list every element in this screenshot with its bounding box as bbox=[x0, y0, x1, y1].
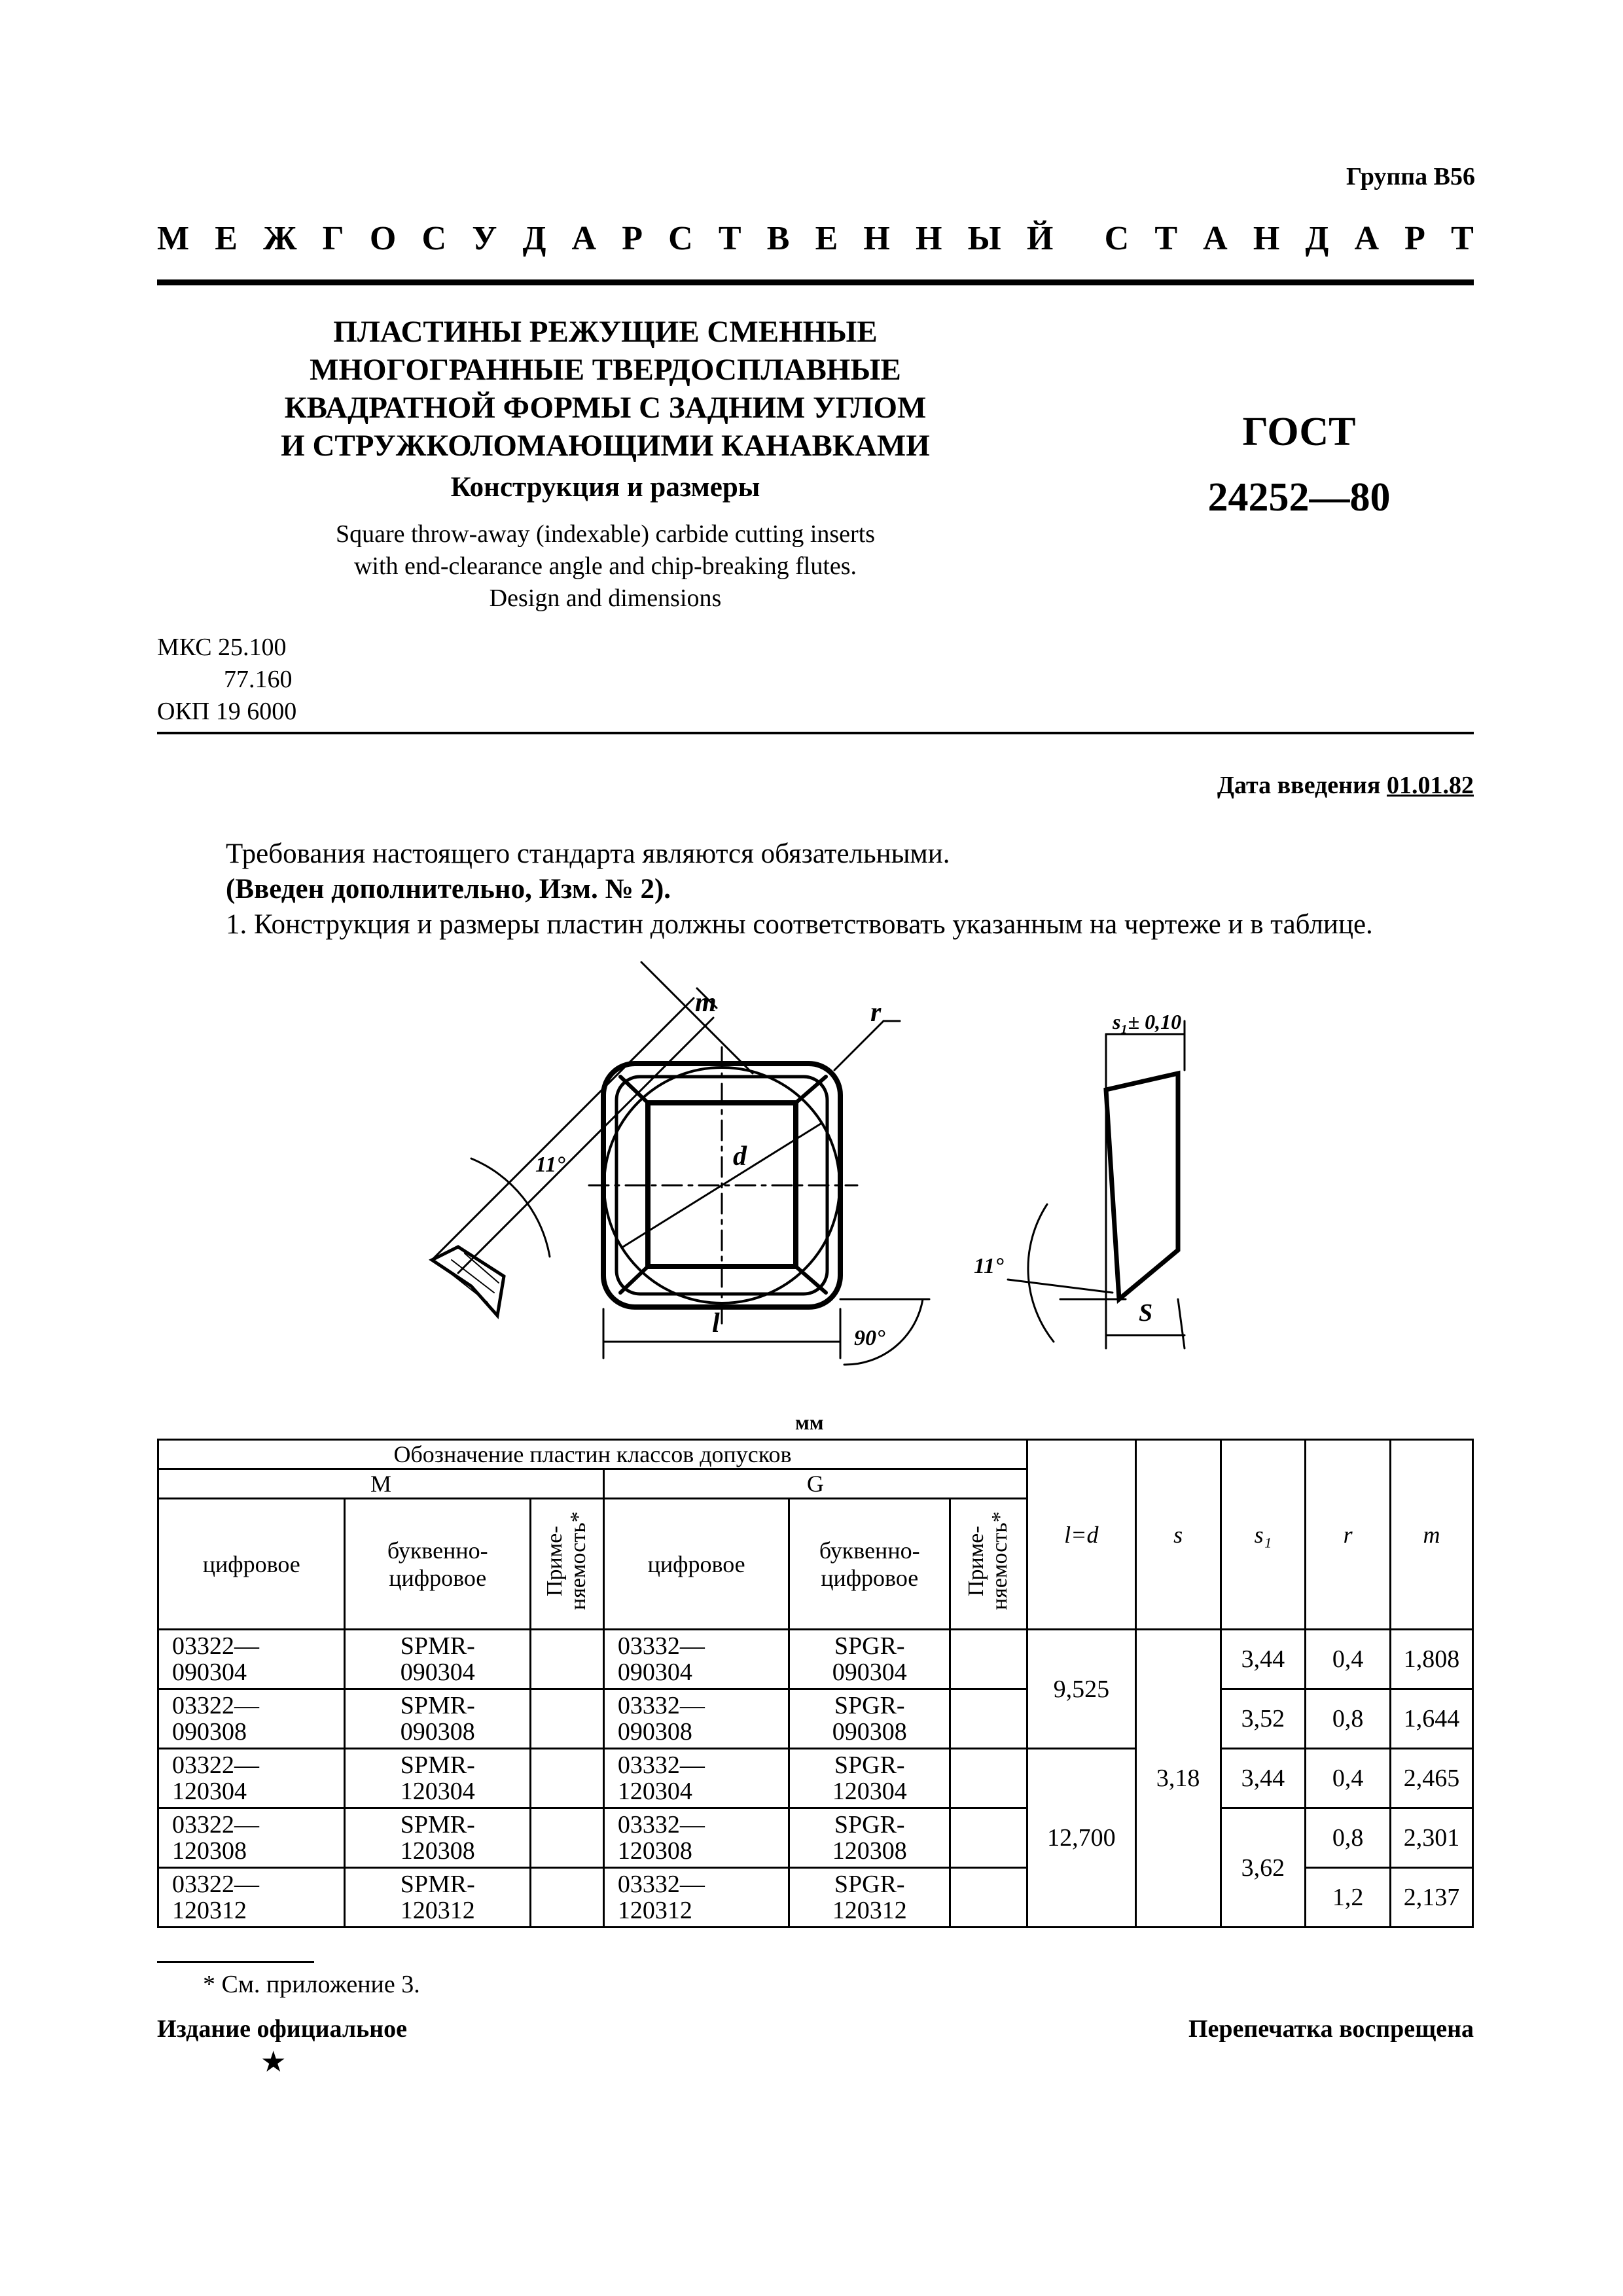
cell-g-alnum: SPGR- 120304 bbox=[789, 1749, 950, 1808]
codes-rule bbox=[157, 732, 1474, 734]
d-label: d bbox=[733, 1141, 747, 1172]
amendment-note: (Введен дополнительно, Изм. № 2). bbox=[226, 874, 671, 905]
cell-ld: 9,525 bbox=[1027, 1630, 1135, 1749]
heading-letter: Й bbox=[1026, 220, 1054, 257]
date-label: Дата введения bbox=[1217, 772, 1381, 799]
class-m: M bbox=[158, 1469, 604, 1499]
cell-g-alnum: SPGR- 120312 bbox=[789, 1868, 950, 1928]
cell-g-applic bbox=[950, 1868, 1027, 1928]
heading-letter: С bbox=[421, 220, 447, 257]
heading-letter: С bbox=[1104, 220, 1130, 257]
table-row bbox=[158, 1808, 1473, 1868]
cell-r: 0,4 bbox=[1306, 1630, 1391, 1689]
cell-m: 2,301 bbox=[1391, 1808, 1473, 1868]
insert-outline bbox=[603, 1064, 840, 1307]
side-view bbox=[1106, 1073, 1178, 1299]
table-row bbox=[158, 1630, 1473, 1689]
col-s1: s₁ bbox=[1221, 1440, 1306, 1630]
col-digital-g: цифровое bbox=[603, 1499, 789, 1630]
mks-code-2: 77.160 bbox=[224, 666, 293, 693]
heading-letter: Т bbox=[718, 220, 741, 257]
cell-m-applic bbox=[531, 1689, 604, 1749]
document-subtitle: Конструкция и размеры bbox=[450, 472, 760, 503]
cell-m-digital: 03322— 090308 bbox=[158, 1689, 345, 1749]
cell-g-digital: 03332— 120304 bbox=[603, 1749, 789, 1808]
heading-letter: Р bbox=[1404, 220, 1425, 257]
cell-g-applic bbox=[950, 1630, 1027, 1689]
heading-letter: Т bbox=[1154, 220, 1178, 257]
footnote: * См. приложение 3. bbox=[203, 1971, 420, 1998]
angle-11-right-label: 11° bbox=[974, 1254, 1004, 1278]
gost-label: ГОСТ bbox=[1242, 410, 1356, 454]
reprint-notice: Перепечатка воспрещена bbox=[1188, 2015, 1474, 2043]
okp-code: ОКП 19 6000 bbox=[157, 698, 297, 725]
cell-g-digital: 03332— 120312 bbox=[603, 1868, 789, 1928]
angle-11-left-label: 11° bbox=[535, 1153, 565, 1177]
heading-letter: Г bbox=[322, 220, 344, 257]
cell-m: 2,465 bbox=[1391, 1749, 1473, 1808]
col-applic-m: Приме-няемость* bbox=[543, 1511, 591, 1611]
heading-letter: У bbox=[472, 220, 497, 257]
cell-m-alnum: SPMR- 120304 bbox=[345, 1749, 531, 1808]
title-line: КВАДРАТНОЙ ФОРМЫ С ЗАДНИМ УГЛОМ bbox=[284, 391, 927, 425]
inner-land bbox=[648, 1103, 796, 1266]
s-label: S bbox=[1139, 1299, 1153, 1327]
interstate-standard-heading bbox=[157, 219, 1474, 258]
title-line: ПЛАСТИНЫ РЕЖУЩИЕ СМЕННЫЕ bbox=[333, 315, 878, 349]
cell-m: 1,808 bbox=[1391, 1630, 1473, 1689]
col-r: r bbox=[1306, 1440, 1391, 1630]
unit-label: мм bbox=[795, 1410, 824, 1434]
cell-g-alnum: SPGR- 120308 bbox=[789, 1808, 950, 1868]
class-g: G bbox=[603, 1469, 1027, 1499]
heading-letter: Ы bbox=[967, 220, 1001, 257]
cell-m-digital: 03322— 120312 bbox=[158, 1868, 345, 1928]
heading-letter: А bbox=[1354, 220, 1379, 257]
title-line: И СТРУЖКОЛОМАЮЩИМИ КАНАВКАМИ bbox=[281, 429, 930, 463]
cell-m-digital: 03322— 120308 bbox=[158, 1808, 345, 1868]
insert-inner-outline bbox=[616, 1077, 827, 1294]
col-ld: l=d bbox=[1027, 1440, 1135, 1630]
body-line: Требования настоящего стандарта являются обязательными. bbox=[226, 838, 950, 869]
heading-letter: Н bbox=[1253, 220, 1280, 257]
cell-m-applic bbox=[531, 1808, 604, 1868]
cell-m-applic bbox=[531, 1630, 604, 1689]
cell-m-applic bbox=[531, 1868, 604, 1928]
cell-g-alnum: SPGR- 090308 bbox=[789, 1689, 950, 1749]
heading-letter: Р bbox=[622, 220, 643, 257]
cell-m-alnum: SPMR- 090304 bbox=[345, 1630, 531, 1689]
col-applic-g: Приме-няемость* bbox=[964, 1511, 1012, 1611]
cell-r: 0,8 bbox=[1306, 1808, 1391, 1868]
english-line: Design and dimensions bbox=[489, 584, 722, 612]
heading-letter: Н bbox=[863, 220, 890, 257]
cell-g-applic bbox=[950, 1749, 1027, 1808]
cell-g-digital: 03332— 090308 bbox=[603, 1689, 789, 1749]
s1-tolerance-label: s₁± 0,10 bbox=[1113, 1010, 1182, 1033]
col-digital-m: цифровое bbox=[158, 1499, 345, 1630]
body-text bbox=[226, 836, 1373, 942]
heading-letter: Е bbox=[215, 220, 238, 257]
classification-codes bbox=[157, 632, 296, 728]
heading-letter: С bbox=[668, 220, 693, 257]
mks-code: МКС 25.100 bbox=[157, 634, 287, 661]
heading-letter: В bbox=[766, 220, 790, 257]
m-label: m bbox=[695, 988, 717, 1018]
date-value: 01.01.82 bbox=[1387, 772, 1474, 799]
title-line: МНОГОГРАННЫЕ ТВЕРДОСПЛАВНЫЕ bbox=[310, 353, 901, 387]
cell-s1: 3,52 bbox=[1221, 1689, 1306, 1749]
designation-header: Обозначение пластин классов допусков bbox=[158, 1440, 1027, 1469]
official-edition: Издание официальное bbox=[157, 2015, 408, 2043]
cell-s1: 3,62 bbox=[1221, 1808, 1306, 1928]
r-label: r bbox=[870, 997, 882, 1028]
cell-m-alnum: SPMR- 120312 bbox=[345, 1868, 531, 1928]
heading-letter: Т bbox=[1451, 220, 1474, 257]
col-alnum-g: буквенно-цифровое bbox=[789, 1499, 950, 1630]
footnote-rule bbox=[157, 1961, 314, 1963]
heading-letter: Е bbox=[815, 220, 838, 257]
heading-letter: Д bbox=[1305, 220, 1329, 257]
heading-rule bbox=[157, 279, 1474, 285]
l-label: l bbox=[712, 1308, 720, 1338]
cell-r: 0,4 bbox=[1306, 1749, 1391, 1808]
inscribed-circle bbox=[604, 1067, 840, 1303]
cell-m: 2,137 bbox=[1391, 1868, 1473, 1928]
table-row bbox=[158, 1749, 1473, 1808]
heading-letter: Ж bbox=[263, 220, 297, 257]
english-line: with end-clearance angle and chip-breaking flutes. bbox=[353, 552, 857, 580]
cell-r: 1,2 bbox=[1306, 1868, 1391, 1928]
heading-letter: Д bbox=[522, 220, 546, 257]
col-alnum-m: буквенно-цифровое bbox=[345, 1499, 531, 1630]
body-line: 1. Конструкция и размеры пластин должны соответствовать указанным на чертеже и в таблице. bbox=[226, 909, 1373, 940]
cell-g-applic bbox=[950, 1808, 1027, 1868]
cell-s1: 3,44 bbox=[1221, 1749, 1306, 1808]
cell-s: 3,18 bbox=[1135, 1630, 1221, 1928]
cell-m-digital: 03322— 120304 bbox=[158, 1749, 345, 1808]
cell-g-applic bbox=[950, 1689, 1027, 1749]
heading-letter: Н bbox=[916, 220, 942, 257]
header-row bbox=[158, 1440, 1473, 1469]
cell-m-alnum: SPMR- 120308 bbox=[345, 1808, 531, 1868]
introduction-date bbox=[1217, 771, 1474, 800]
cell-m-digital: 03322— 090304 bbox=[158, 1630, 345, 1689]
document-title bbox=[262, 313, 949, 465]
heading-letter: М bbox=[157, 220, 190, 257]
english-line: Square throw-away (indexable) carbide cutting inserts bbox=[335, 520, 876, 548]
angle-90-label: 90° bbox=[854, 1326, 885, 1350]
heading-letter: А bbox=[1203, 220, 1228, 257]
cell-m-alnum: SPMR- 090308 bbox=[345, 1689, 531, 1749]
col-m: m bbox=[1391, 1440, 1473, 1630]
english-title bbox=[262, 518, 949, 615]
heading-letter: О bbox=[369, 220, 397, 257]
cell-r: 0,8 bbox=[1306, 1689, 1391, 1749]
col-s: s bbox=[1135, 1440, 1221, 1630]
cell-g-digital: 03332— 090304 bbox=[603, 1630, 789, 1689]
dimensions-table bbox=[157, 1439, 1474, 1928]
gost-designation bbox=[1198, 399, 1400, 530]
cell-ld: 12,700 bbox=[1027, 1749, 1135, 1928]
heading-letter: А bbox=[571, 220, 597, 257]
star-icon: ★ bbox=[260, 2046, 287, 2078]
cell-g-digital: 03332— 120308 bbox=[603, 1808, 789, 1868]
table-row bbox=[158, 1689, 1473, 1749]
gost-number: 24252—80 bbox=[1207, 475, 1391, 520]
cell-m: 1,644 bbox=[1391, 1689, 1473, 1749]
cell-g-alnum: SPGR- 090304 bbox=[789, 1630, 950, 1689]
group-label: Группа В56 bbox=[1346, 163, 1475, 190]
cell-m-applic bbox=[531, 1749, 604, 1808]
cell-s1: 3,44 bbox=[1221, 1630, 1306, 1689]
